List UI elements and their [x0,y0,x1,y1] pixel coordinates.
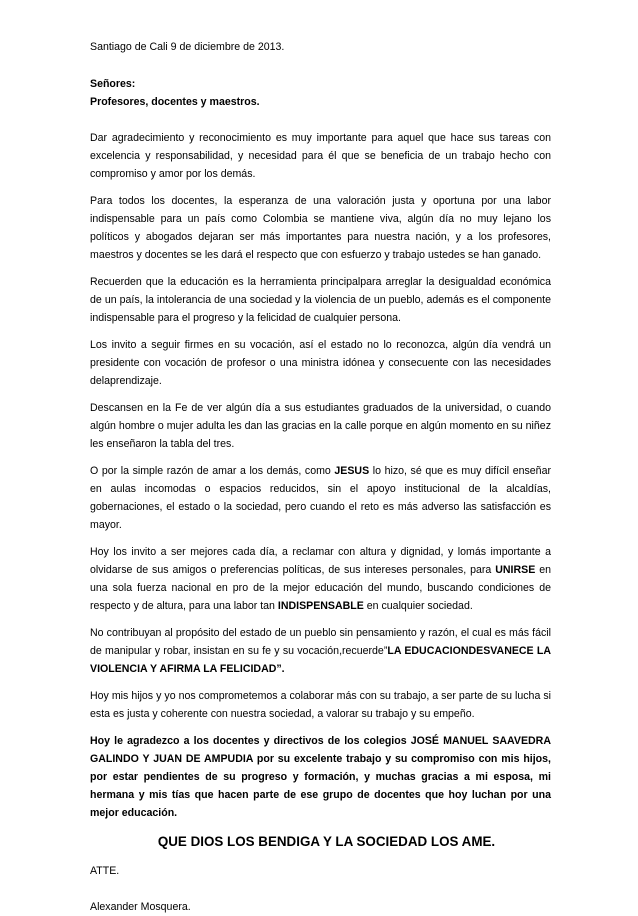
paragraph-text: O por la simple razón de amar a los demás, como [90,465,335,477]
closing: ATTE. [90,865,120,877]
paragraph-text: en una sola fuerza nacional en pro de la mejor educación del mundo, buscando condiciones de respecto y de altura, para una labor tan [90,564,551,612]
paragraph-rest-in-faith: Descansen en la Fe de ver algún día a sus estudiantes graduados de la universidad, o cuando algún hombre o mujer adulta les dan las gracias en la calle porque en algún momento en su niñez les enseñaron la tabla del tres. [90,402,551,450]
salutation-recipient: Señores: [90,78,136,90]
paragraph-commitment: Hoy mis hijos y yo nos comprometemos a colaborar más con su trabajo, a ser parte de su lucha si esta es justa y coherente con nuestra sociedad, a valorar su trabajo y su empeño. [90,690,551,720]
paragraph-education-tool: Recuerden que la educación es la herramienta principalpara arreglar la desigualdad económica de un país, la intolerancia de una sociedad y la violencia de un pueblo, además es el componente indispensable para el progreso y la felicidad de cualquier persona. [90,276,551,324]
blessing-heading: QUE DIOS LOS BENDIGA Y LA SOCIEDAD LOS AME. [157,834,496,849]
paragraph-hope: Para todos los docentes, la esperanza de una valoración justa y oportuna por una labor indispensable para un país como Colombia se mantiene viva, algún día no muy lejano los políticos y abogados dejaran ser más importantes para nuestra nación, y a los profesores, maestros y docentes se les dará el respecto que con esfuerzo y trabajo ustedes se han ganado. [90,195,551,261]
salutation [90,75,551,111]
emphasis-unirse: UNIRSE [495,564,536,576]
paragraph-text: Hoy los invito a ser mejores cada día, a reclamar con altura y dignidad, y lomás importante a olvidarse de sus amigos o preferencias políticas, de sus intereses personales, para [90,546,551,576]
paragraph-thanks: Hoy le agradezco a los docentes y directivos de los colegios JOSÉ MANUEL SAAVEDRA GALINDO Y JUAN DE AMPUDIA por su excelente trabajo y su compromiso con mis hijos, por estar pendientes de su progreso y formación, y muchas gracias a mi esposa, mi hermana y mis tías que hacen parte de ese grupo de docentes que hoy luchan por una mejor educación. [90,735,551,819]
paragraph-gratitude: Dar agradecimiento y reconocimiento es muy importante para aquel que hace sus tareas con excelencia y responsabilidad, y necesidad para él que se beneficia de un trabajo hecho con compromiso y amor por los demás. [90,132,551,180]
paragraph-unite [90,543,551,615]
signature: Alexander Mosquera. [90,901,191,913]
paragraph-text: No contribuyan al propósito del estado de un pueblo sin pensamiento y razón, el cual es más fácil de manipular y robar, insistan en su fe y su vocación,recuerde” [90,627,551,657]
paragraph-vocation: Los invito a seguir firmes en su vocación, así el estado no lo reconozca, algún día vendrá un presidente con vocación de profesor o una ministra idónea y consecuente con las necesidades delaprendizaje. [90,339,551,387]
paragraph-love-others [90,462,551,534]
emphasis-motto: LA EDUCACIONDESVANECE LA VIOLENCIA Y AFIRMA LA FELICIDAD”. [90,645,551,675]
emphasis-jesus: JESUS [334,465,370,477]
date-line: Santiago de Cali 9 de diciembre de 2013. [90,41,285,53]
salutation-audience: Profesores, docentes y maestros. [90,96,260,108]
paragraph-text: en cualquier sociedad. [363,600,473,612]
paragraph-insist [90,624,551,678]
emphasis-indispensable: INDISPENSABLE [277,600,364,612]
paragraph-text: lo hizo, sé que es muy difícil enseñar en aulas incomodas o espacios reducidos, sin el apoyo institucional de la alcaldías, gobernaciones, el estado o la sociedad, pero cuando el reto es más adverso las satisfacción es mayor. [90,465,551,531]
letter-body [90,129,551,822]
